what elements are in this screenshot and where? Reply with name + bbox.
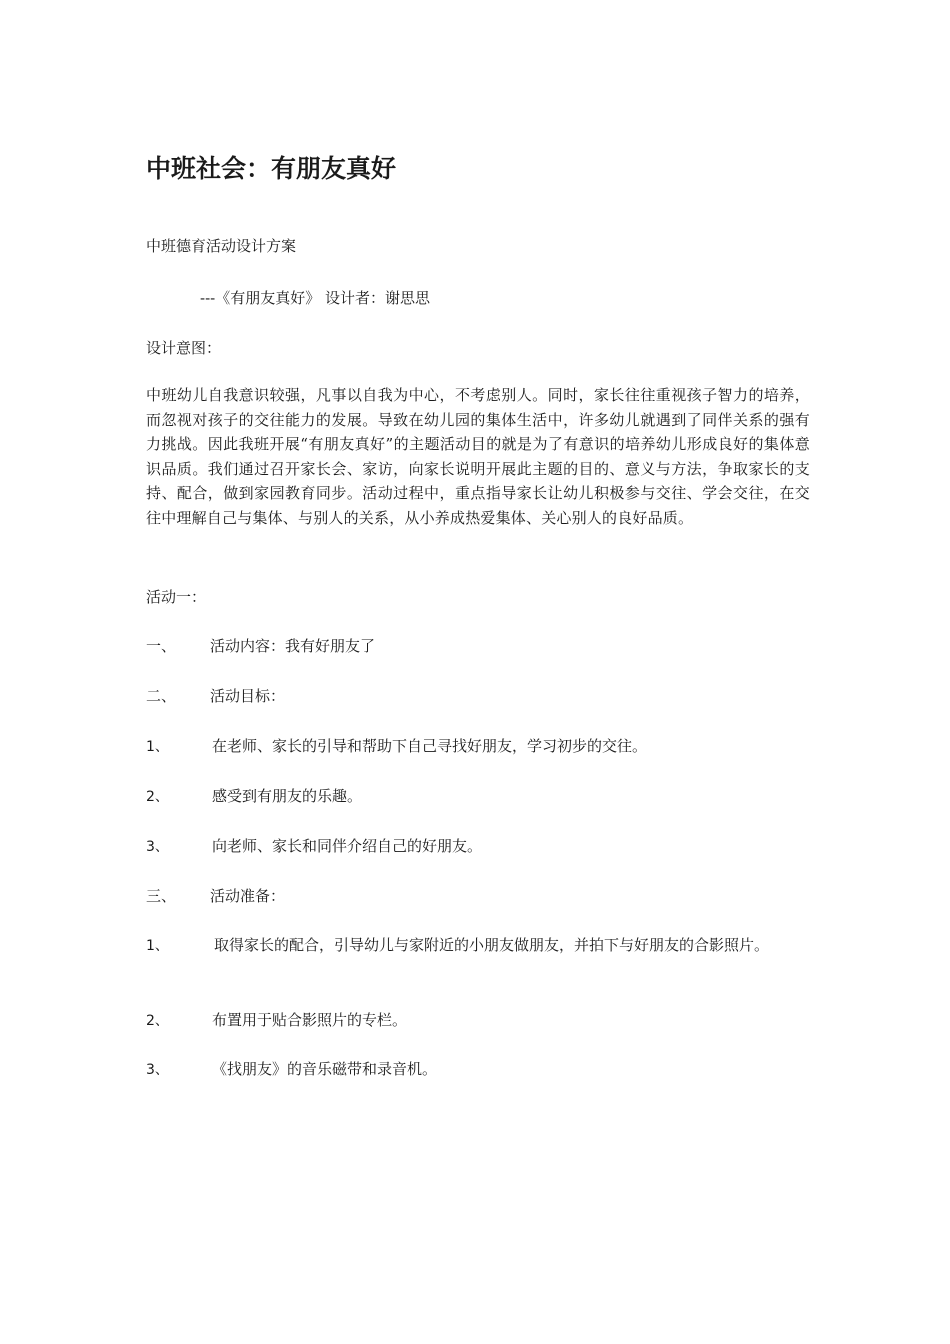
item-number: 1、	[146, 938, 169, 954]
document-subtitle: 中班德育活动设计方案	[146, 237, 297, 255]
section-text: 活动目标：	[210, 687, 286, 705]
section-text: 活动内容：我有好朋友了	[210, 637, 376, 655]
item-number: 3、	[146, 839, 169, 855]
section-content	[146, 634, 375, 658]
prep-item	[146, 1057, 437, 1082]
section-text: 活动准备：	[210, 887, 286, 905]
item-number: 1、	[146, 739, 169, 755]
document-title: 中班社会：有朋友真好	[146, 154, 397, 183]
section-goals	[146, 684, 285, 708]
item-number: 2、	[146, 789, 169, 805]
goal-item	[146, 784, 362, 809]
section-number: 三、	[146, 887, 177, 905]
section-number: 二、	[146, 687, 177, 705]
intent-heading: 设计意图：	[146, 339, 222, 357]
goal-item	[146, 734, 647, 759]
item-text: 感受到有朋友的乐趣。	[212, 787, 363, 805]
prep-item	[146, 1008, 407, 1033]
section-preparation	[146, 884, 285, 908]
designer-line: ---《有朋友真好》 设计者：谢思思	[200, 289, 430, 307]
prep-item	[146, 933, 810, 959]
section-number: 一、	[146, 637, 177, 655]
item-text: 取得家长的配合，引导幼儿与家附近的小朋友做朋友，并拍下与好朋友的合影照片。	[214, 936, 770, 954]
item-number: 3、	[146, 1062, 169, 1078]
item-text: 向老师、家长和同伴介绍自己的好朋友。	[212, 837, 483, 855]
item-text: 《找朋友》的音乐磁带和录音机。	[212, 1060, 438, 1078]
intent-paragraph: 中班幼儿自我意识较强，凡事以自我为中心，不考虑别人。同时，家长往往重视孩子智力的培养，而忽视对孩子的交往能力的发展。导致在幼儿园的集体生活中，许多幼儿就遇到了同伴关系的强有力挑战。因此我班开展“有朋友真好”的主题活动目的就是为了有意识的培养幼儿形成良好的集体意识品质。我们通过召开家长会、家访，向家长说明开展此主题的目的、意义与方法，争取家长的支持、配合，做到家园教育同步。活动过程中，重点指导家长让幼儿积极参与交往、学会交往，在交往中理解自己与集体、与别人的关系，从小养成热爱集体、关心别人的良好品质。	[146, 386, 810, 527]
item-text: 布置用于贴合影照片的专栏。	[212, 1011, 408, 1029]
item-text: 在老师、家长的引导和帮助下自己寻找好朋友，学习初步的交往。	[212, 737, 648, 755]
activity-one-heading: 活动一：	[146, 588, 207, 606]
goal-item	[146, 834, 482, 859]
item-number: 2、	[146, 1013, 169, 1029]
